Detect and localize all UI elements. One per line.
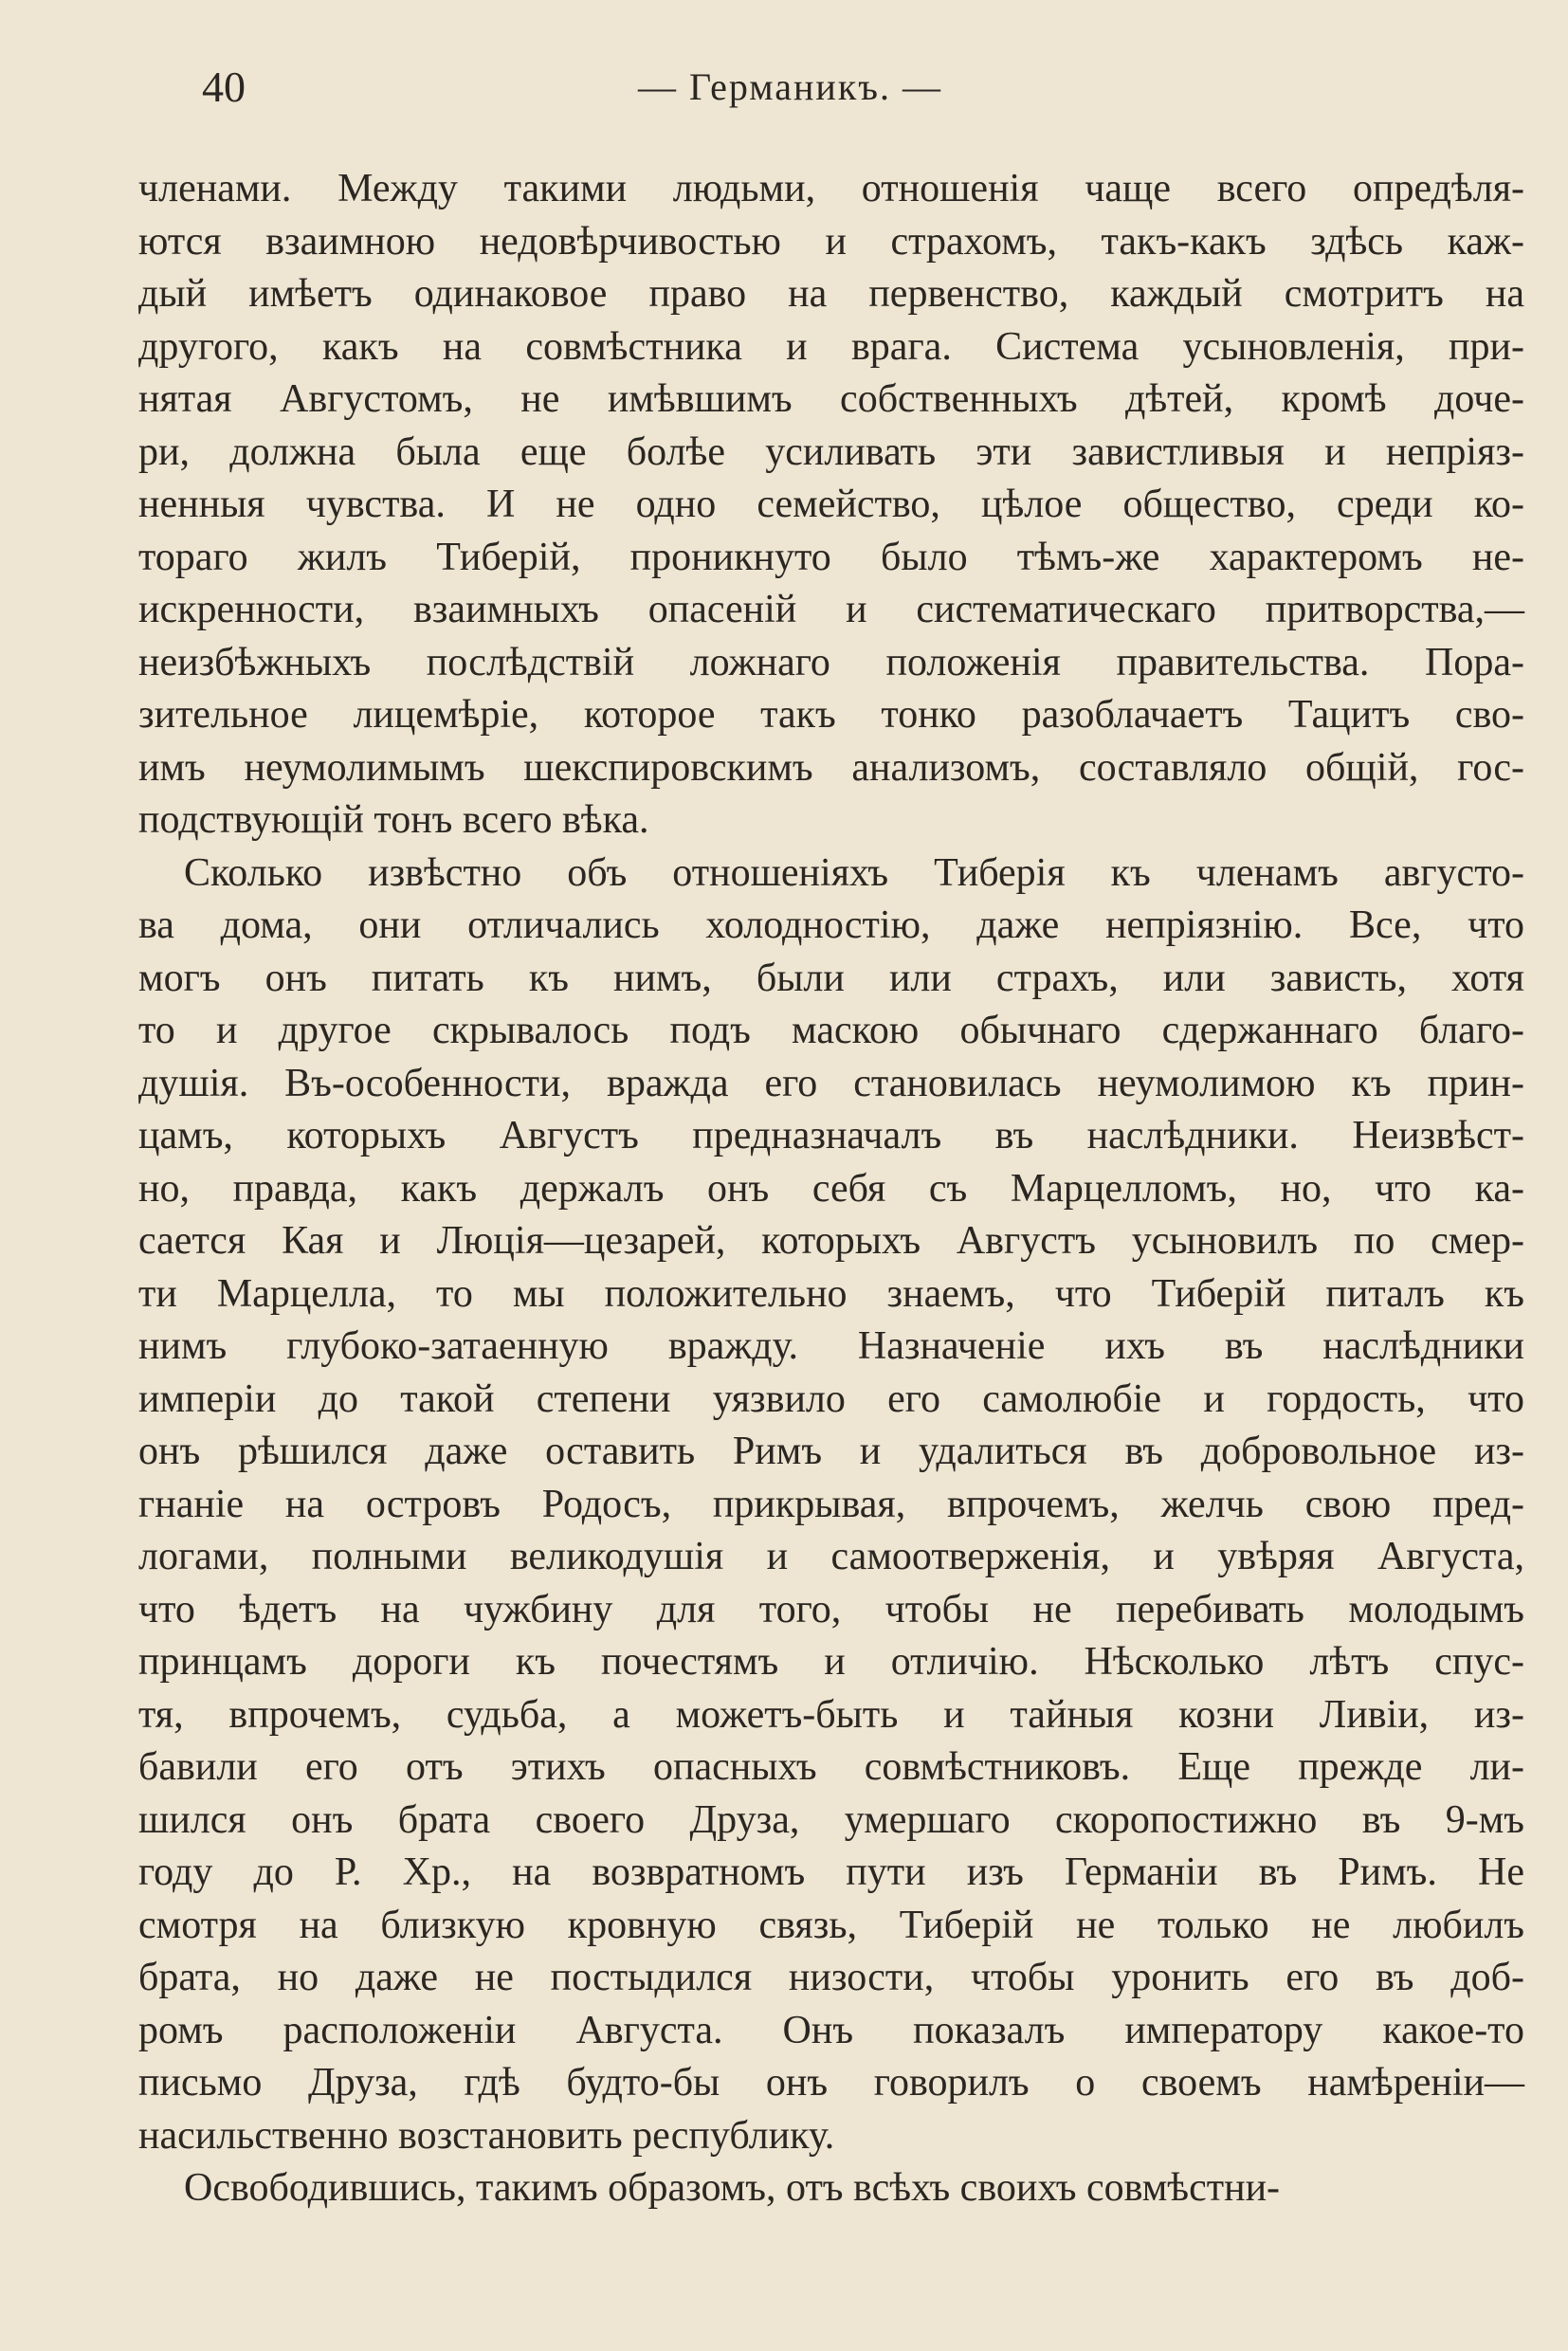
text-line: ти Марцелла, то мы положительно знаемъ, что Тиберій питалъ къ (138, 1271, 1524, 1316)
text-line: другого, какъ на совмѣстника и врага. Система усыновленія, при- (138, 324, 1524, 369)
text-line: могъ онъ питать къ нимъ, были или страхъ, или зависть, хотя (138, 956, 1524, 1000)
body-text (138, 163, 1524, 2215)
text-line: сается Кая и Люція—цезарей, которыхъ Августъ усыновилъ по смер- (138, 1219, 1524, 1263)
text-line: членами. Между такими людьми, отношенія чаще всего опредѣля- (138, 167, 1524, 210)
text-line: дый имѣетъ одинаковое право на первенство, каждый смотритъ на (138, 272, 1524, 316)
page-header (202, 59, 1524, 116)
text-line: шился онъ брата своего Друза, умершаго скоропостижно въ 9-мъ (138, 1797, 1524, 1842)
text-line: неизбѣжныхъ послѣдствій ложнаго положенія правительства. Пора- (138, 640, 1524, 684)
text-line: тораго жилъ Тиберій, проникнуто было тѣмъ-же характеромъ не- (138, 535, 1524, 579)
text-line: смотря на близкую кровную связь, Тиберій не только не любилъ (138, 1903, 1524, 1947)
text-line: Освободившись, такимъ образомъ, отъ всѣхъ своихъ совмѣстни- (184, 2166, 1281, 2210)
text-line: году до Р. Хр., на возвратномъ пути изъ Германіи въ Римъ. Не (138, 1850, 1524, 1894)
text-line: что ѣдетъ на чужбину для того, чтобы не перебивать молодымъ (138, 1587, 1524, 1631)
text-line: ненныя чувства. И не одно семейство, цѣлое общество, среди ко- (138, 483, 1524, 526)
text-line: то и другое скрывалось подъ маскою обычнаго сдержаннаго благо- (138, 1009, 1524, 1052)
text-line: искренности, взаимныхъ опасеній и систематическаго притворства,— (138, 588, 1524, 631)
text-line: письмо Друза, гдѣ будто-бы онъ говорилъ о своемъ намѣреніи— (138, 2061, 1524, 2105)
text-line: имъ неумолимымъ шекспировскимъ анализомъ, составляло общій, гос- (138, 745, 1524, 790)
text-line: онъ рѣшился даже оставить Римъ и удалиться въ добровольное из- (138, 1430, 1524, 1473)
text-line: ются взаимною недовѣрчивостью и страхомъ, такъ-какъ здѣсь каж- (138, 219, 1524, 264)
text-line: брата, но даже не постыдился низости, чтобы уронить его въ доб- (138, 1956, 1524, 1999)
text-line: принцамъ дороги къ почестямъ и отличію. Нѣсколько лѣтъ спус- (138, 1640, 1524, 1684)
text-line: имперіи до такой степени уязвило его самолюбіе и гордость, что (138, 1376, 1524, 1421)
text-line: логами, полными великодушія и самоотверженія, и увѣряя Августа, (138, 1535, 1524, 1578)
running-title: — Германикъ. — (638, 65, 942, 108)
text-line: насильственно возстановить республику. (138, 2113, 835, 2158)
text-line: нимъ глубоко-затаенную вражду. Назначеніе ихъ въ наслѣдники (138, 1324, 1524, 1368)
text-line: ри, должна была еще болѣе усиливать эти завистливыя и непріяз- (138, 429, 1524, 474)
text-line: подствующій тонъ всего вѣка. (138, 798, 649, 842)
text-line: нятая Августомъ, не имѣвшимъ собственныхъ дѣтей, кромѣ доче- (138, 377, 1524, 421)
text-line: бавили его отъ этихъ опасныхъ совмѣстниковъ. Еще прежде ли- (138, 1745, 1524, 1789)
text-line: гнаніе на островъ Родосъ, прикрывая, впрочемъ, желчь свою пред- (138, 1482, 1524, 1526)
paragraph (138, 847, 1524, 2163)
text-line: но, правда, какъ держалъ онъ себя съ Марцелломъ, но, что ка- (138, 1166, 1524, 1211)
paragraph (138, 163, 1524, 847)
text-line: тя, впрочемъ, судьба, а можетъ-быть и тайныя козни Ливіи, из- (138, 1692, 1524, 1737)
text-line: Сколько извѣстно объ отношеніяхъ Тиберія къ членамъ августо- (184, 850, 1524, 895)
page-number: 40 (202, 63, 246, 111)
text-line: душія. Въ-особенности, вражда его становилась неумолимою къ прин- (138, 1061, 1524, 1105)
text-line: ва дома, они отличались холодностію, даже непріязнію. Все, что (138, 903, 1524, 947)
text-line: ромъ расположеніи Августа. Онъ показалъ императору какое-то (138, 2008, 1524, 2052)
paragraph (138, 2162, 1524, 2215)
text-line: цамъ, которыхъ Августъ предназначалъ въ наслѣдники. Неизвѣст- (138, 1114, 1524, 1157)
text-line: зительное лицемѣріе, которое такъ тонко разоблачаетъ Тацитъ сво- (138, 693, 1524, 737)
